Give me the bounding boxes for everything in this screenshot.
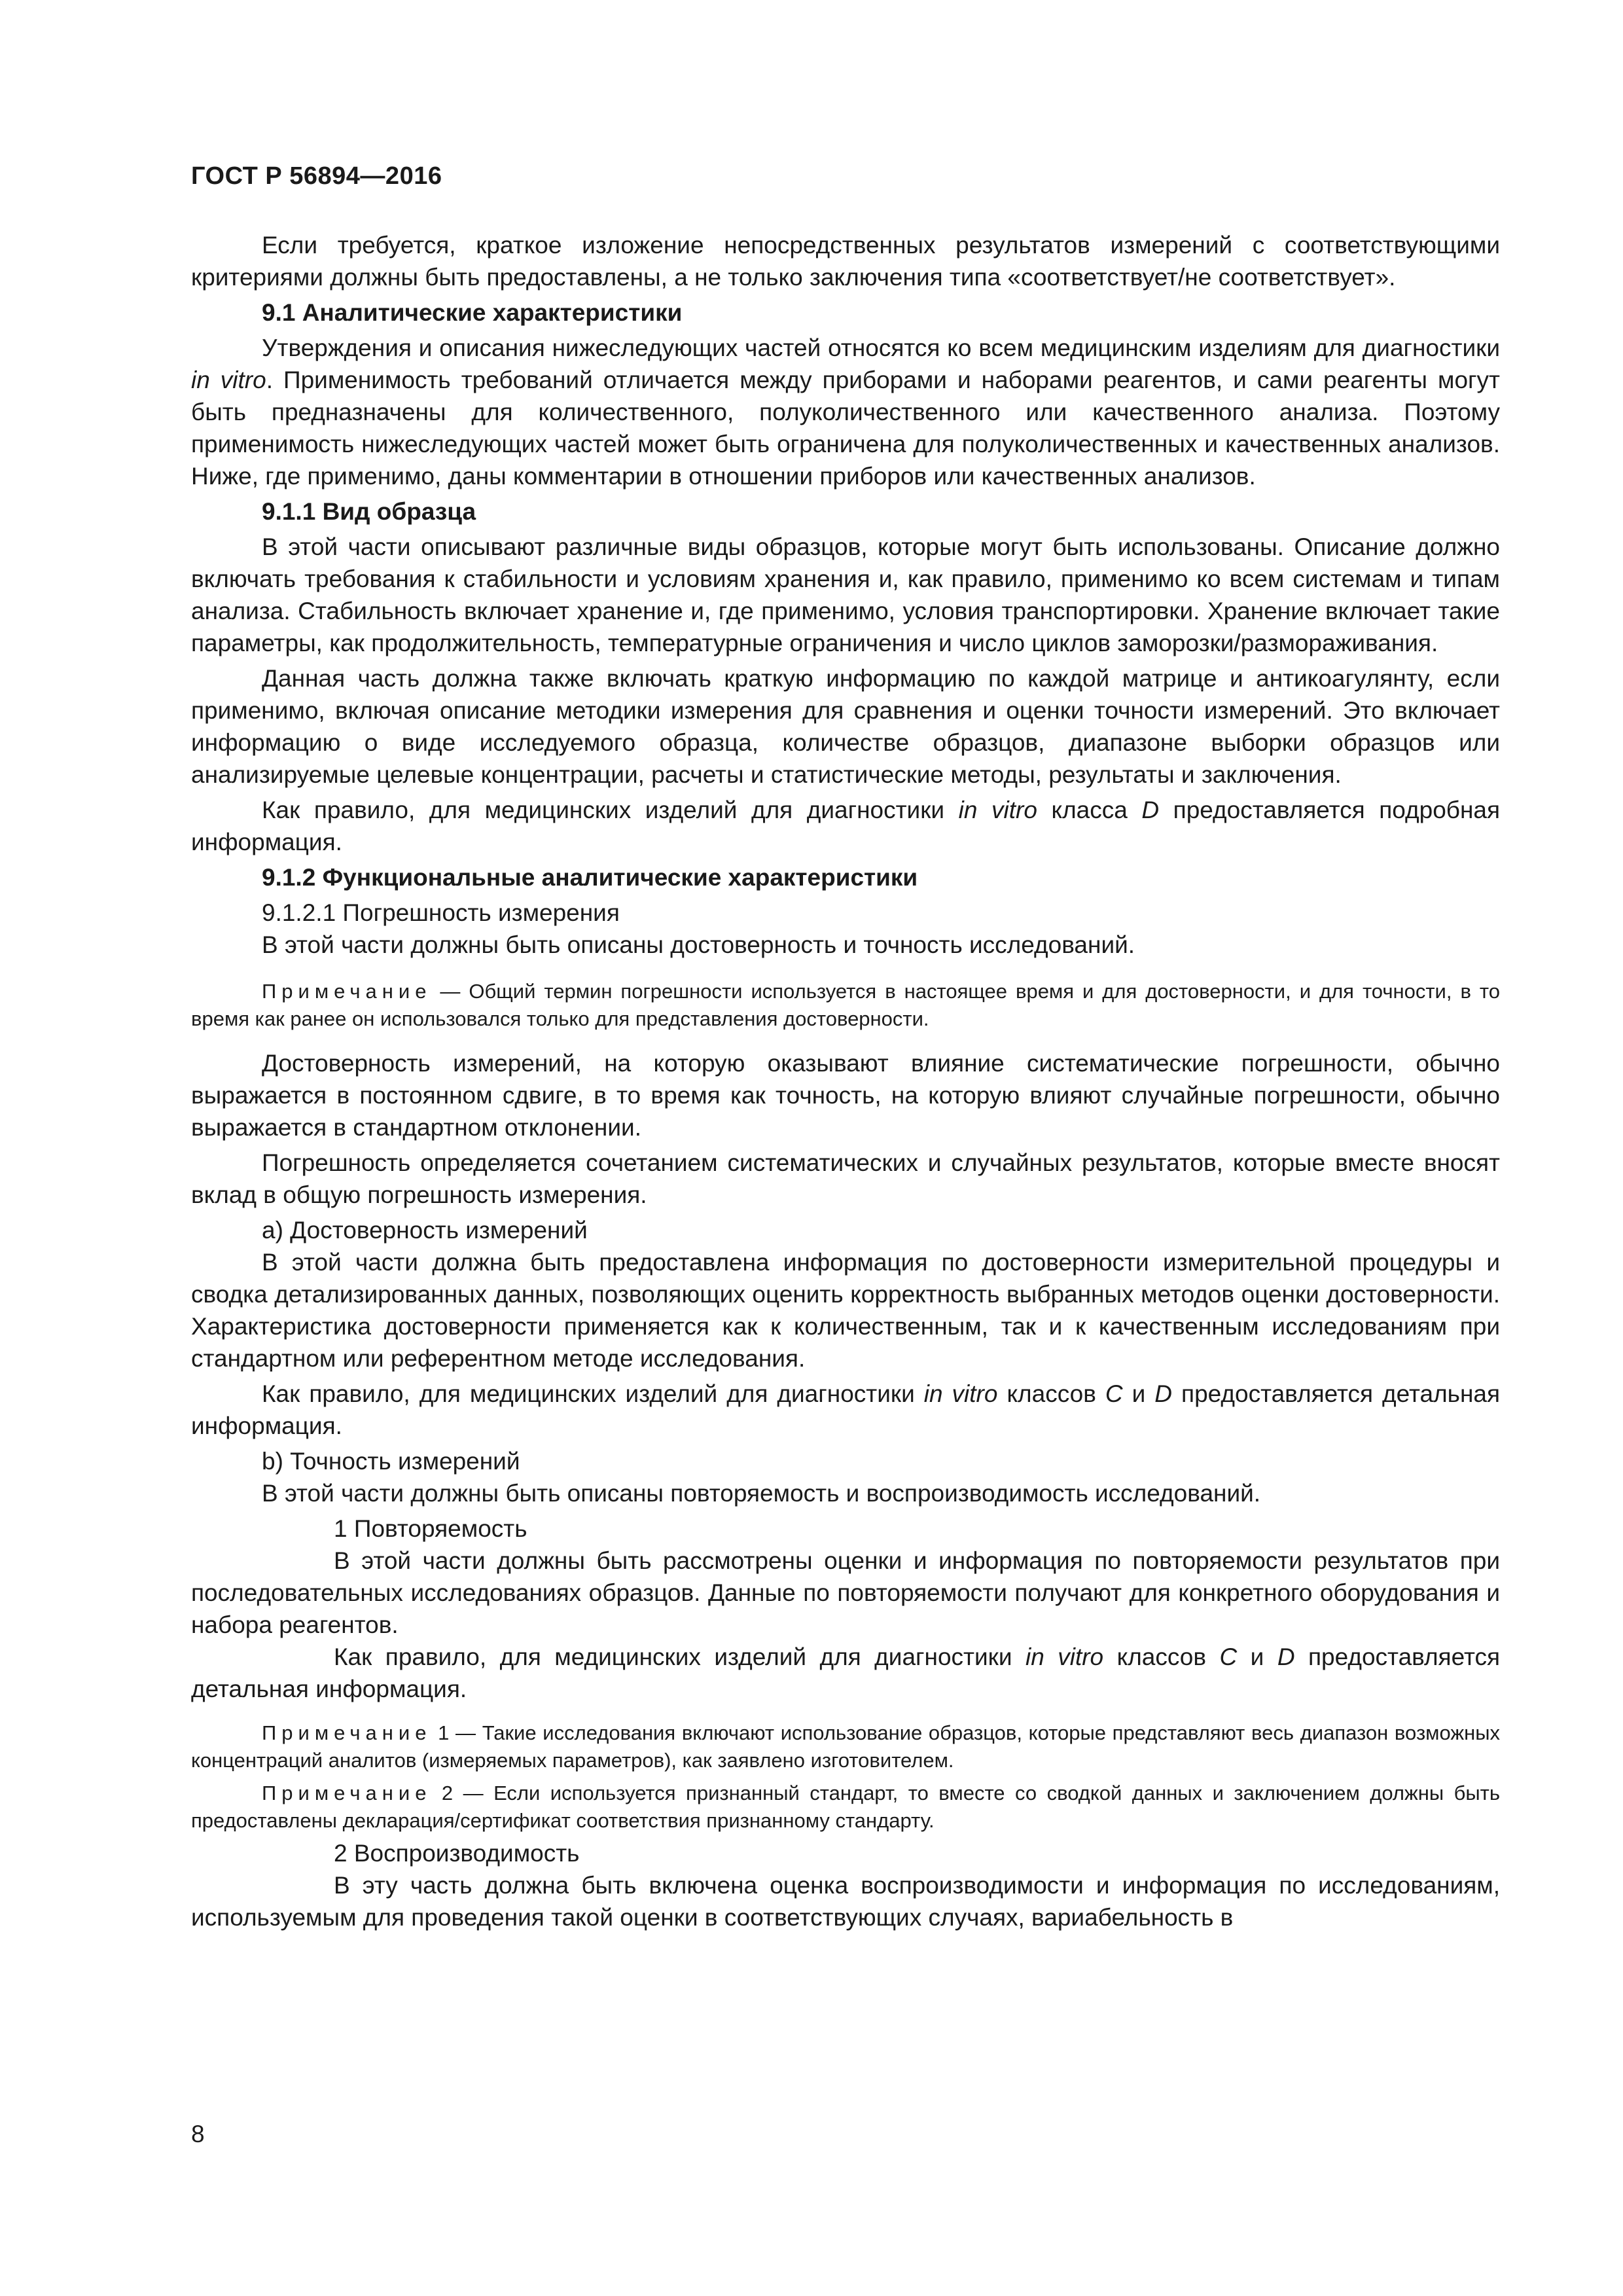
italic-run: C bbox=[1219, 1643, 1238, 1670]
paragraph-class-cd-info bbox=[191, 1378, 1500, 1442]
document-body bbox=[191, 229, 1500, 1933]
text-run: Как правило, для медицинских изделий для диагностики bbox=[262, 1380, 924, 1407]
paragraph-class-d-info bbox=[191, 794, 1500, 858]
note-1-sample-range bbox=[191, 1719, 1500, 1774]
italic-run: in vitro bbox=[923, 1380, 998, 1407]
text-run: предоставляется подробная информация. bbox=[191, 797, 1501, 855]
paragraph-repeatability-class bbox=[191, 1641, 1500, 1705]
text-run: Утверждения и описания нижеследующих частей относятся ко всем медицинским изделиям для диагностики bbox=[262, 334, 1500, 361]
paragraph-sample-types: В этой части описывают различные виды образцов, которые могут быть использованы. Описание должно включать требования к стабильности и условиям хранения и, как правило, применимо ко всем системам и типам анализа. Стабильность включает хранение и, где применимо, условия транспортировки. Хранение включает такие параметры, как продолжительность, температурные ограничения и число циклов заморозки/размораживания. bbox=[191, 533, 1500, 656]
italic-run: D bbox=[1277, 1643, 1295, 1670]
text-run: Как правило, для медицинских изделий для диагностики bbox=[334, 1643, 1026, 1670]
note-label: Примечание bbox=[262, 1721, 432, 1744]
section-heading-9-1-1: 9.1.1 Вид образца bbox=[262, 498, 476, 525]
paragraph-matrix-info: Данная часть должна также включать краткую информацию по каждой матрице и антикоагулянту, если применимо, включая описание методики измерения для сравнения и оценки точности измерений. Это включает информацию о виде исследуемого образца, количестве образцов, диапазоне выборки образцов или анализируемые целевые концентрации, расчеты и статистические методы, результаты и заключения. bbox=[191, 665, 1500, 788]
note-label: Примечание bbox=[262, 1782, 432, 1804]
text-run: Как правило, для медицинских изделий для диагностики bbox=[262, 797, 959, 823]
paragraph-trueness-info: В этой части должна быть предоставлена информация по достоверности измерительной процедуры и сводка детализированных данных, позволяющих оценить корректность выбранных методов оценки достоверности. Характеристика достоверности применяется как к количественным, так и к качественным исследованиям при стандартном или референтном методе исследования. bbox=[191, 1249, 1500, 1372]
paragraph-repeatability: В этой части должны быть рассмотрены оценки и информация по повторяемости результатов при последовательных исследованиях образцов. Данные по повторяемости получают для конкретного оборудования и набора реагентов. bbox=[191, 1547, 1500, 1638]
paragraph-error-definition: Погрешность определяется сочетанием систематических и случайных результатов, которые вместе вносят вклад в общую погрешность измерения. bbox=[191, 1149, 1500, 1208]
paragraph-trueness: Достоверность измерений, на которую оказывают влияние систематические погрешности, обычно выражается в постоянном сдвиге, в то время как точность, на которую влияют случайные погрешности, обычно выражается в стандартном отклонении. bbox=[191, 1050, 1500, 1141]
text-run: и bbox=[1122, 1380, 1155, 1407]
paragraph-intro: Если требуется, краткое изложение непосредственных результатов измерений с соответствующими критериями должны быть предоставлены, а не только заключения типа «соответствует/не соответствует». bbox=[191, 232, 1500, 291]
paragraph-9-1 bbox=[191, 332, 1500, 492]
section-heading-9-1-2: 9.1.2 Функциональные аналитические характеристики bbox=[262, 864, 918, 891]
paragraph-accuracy-precision: В этой части должны быть описаны достоверность и точность исследований. bbox=[262, 931, 1135, 958]
paragraph-precision-info: В этой части должны быть описаны повторяемость и воспроизводимость исследований. bbox=[262, 1480, 1261, 1507]
note-text: — Общий термин погрешности используется в настоящее время и для достоверности, и для точности, в то время как ранее он использовался только для представления достоверности. bbox=[191, 980, 1500, 1030]
italic-run: D bbox=[1141, 797, 1160, 823]
text-run: классов bbox=[997, 1380, 1105, 1407]
text-run: классов bbox=[1103, 1643, 1220, 1670]
italic-run: C bbox=[1105, 1380, 1123, 1407]
note-general-error bbox=[191, 978, 1500, 1033]
italic-run: D bbox=[1154, 1380, 1173, 1407]
italic-run: in vitro bbox=[958, 797, 1037, 823]
standard-code-header: ГОСТ Р 56894—2016 bbox=[191, 162, 442, 190]
text-run: предоставляется детальная информация. bbox=[191, 1380, 1500, 1439]
item-1-heading: 1 Повторяемость bbox=[334, 1515, 527, 1542]
subsection-heading-9-1-2-1: 9.1.2.1 Погрешность измерения bbox=[262, 899, 620, 926]
italic-run: in vitro bbox=[191, 367, 266, 393]
text-run: и bbox=[1237, 1643, 1277, 1670]
text-run: . Применимость требований отличается между приборами и наборами реагентов, и сами реагенты могут быть предназначены для количественного, полуколичественного или качественного анализа. Поэтому применимость нижеследующих частей может быть ограничена для полуколичественных и качественных анализов. Ниже, где применимо, даны комментарии в отношении приборов или качественных анализов. bbox=[191, 367, 1500, 490]
item-2-heading: 2 Воспроизводимость bbox=[334, 1840, 580, 1867]
item-a-heading: а) Достоверность измерений bbox=[262, 1217, 588, 1244]
italic-run: in vitro bbox=[1025, 1643, 1104, 1670]
text-run: предоставляется детальная информация. bbox=[191, 1643, 1501, 1702]
section-heading-9-1: 9.1 Аналитические характеристики bbox=[262, 299, 683, 326]
paragraph-reproducibility: В эту часть должна быть включена оценка воспроизводимости и информация по исследованиям, используемым для проведения такой оценки в соответствующих случаях, вариабельность в bbox=[191, 1872, 1500, 1931]
text-run: класса bbox=[1037, 797, 1142, 823]
page-number: 8 bbox=[191, 2121, 205, 2147]
note-text: 1 — Такие исследования включают использование образцов, которые представляют весь диапазон возможных концентраций аналитов (измеряемых параметров), как заявлено изготовителем. bbox=[191, 1721, 1500, 1772]
note-label: Примечание bbox=[262, 980, 432, 1003]
note-text: 2 — Если используется признанный стандарт, то вместе со сводкой данных и заключением должны быть предоставлены декларация/сертификат соответствия признанному стандарту. bbox=[191, 1782, 1500, 1832]
note-2-standard bbox=[191, 1780, 1500, 1835]
item-b-heading: b) Точность измерений bbox=[262, 1448, 520, 1475]
